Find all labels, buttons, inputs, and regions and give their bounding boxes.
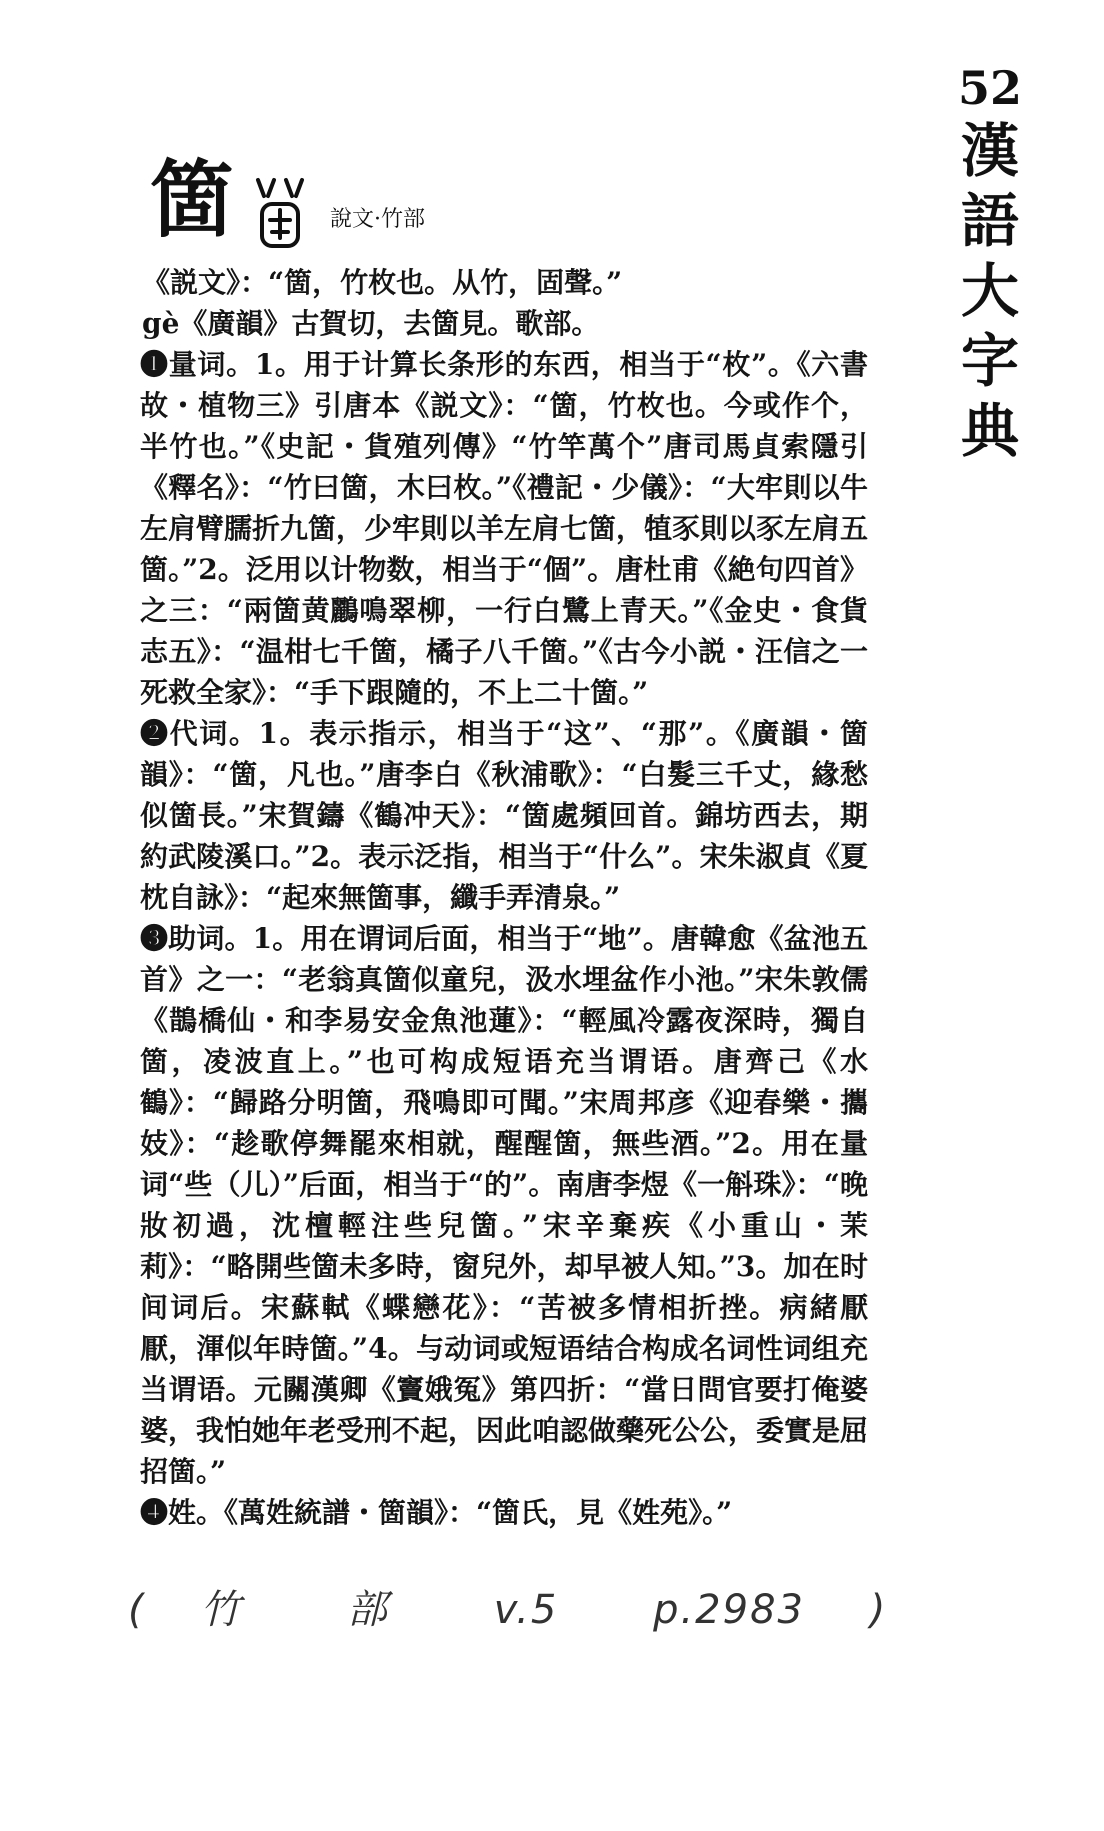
note-volume: v.5 — [493, 1587, 559, 1633]
note-bu: 部 — [347, 1587, 390, 1633]
sense-2: ❷代词。1。表示指示，相当于“这”、“那”。《廣韻・箇韻》：“箇，凡也。”唐李白《秋浦歌》：“白髮三千丈，緣愁似箇長。”宋賀鑄《鶴冲天》：“箇處頻回首。錦坊西去，期約武陵溪口。”2。表示泛指，相当于“什么”。宋朱淑貞《夏枕自詠》：“起來無箇事，纖手弄清泉。” — [140, 717, 868, 914]
sense-3: ❸助词。1。用在谓词后面，相当于“地”。唐韓愈《盆池五首》之一：“老翁真箇似童兒，汲水埋盆作小池。”宋朱敦儒《鵲橋仙・和李易安金魚池蓮》：“輕風冷露夜深時，獨自箇，凌波直上。”也可构成短语充当谓语。唐齊己《水鶴》：“歸路分明箇，飛鳴即可聞。”宋周邦彦《迎春樂・攜妓》：“趁歌停舞罷來相就，醒醒箇，無些酒。”2。用在量词“些（儿）”后面，相当于“的”。南唐李煜《一斛珠》：“晚妝初過，沈檀輕注些兒箇。”宋辛棄疾《小重山・茉莉》：“略開些箇未多時，窗兒外，却早被人知。”3。加在时间词后。宋蘇軾《蝶戀花》：“苦被多情相折挫。病緒厭厭，渾似年時箇。”4。与动词或短语结合构成名词性词组充当谓语。元關漢卿《竇娥冤》第四折：“當日問官要打俺婆婆，我怕她年老受刑不起，因此咱認做藥死公公，委實是屈招箇。” — [140, 922, 869, 1488]
entry-definition — [128, 262, 868, 1533]
title-char: 漢 — [960, 117, 1019, 185]
handwritten-reference — [128, 1578, 908, 1635]
sense-1: ❶量词。1。用于计算长条形的东西，相当于“枚”。《六書故・植物三》引唐本《説文》：“箇，竹枚也。今或作个，半竹也。”《史記・貨殖列傳》“竹竿萬个”唐司馬貞索隱引《釋名》：“竹曰箇，木曰枚。”《禮記・少儀》：“大牢則以牛左肩臂臑折九箇，少牢則以羊左肩七箇，犆豕則以豕左肩五箇。”2。泛用以计物数，相当于“個”。唐杜甫《絶句四首》之三：“兩箇黄鸝鳴翠柳，一行白鷺上青天。”《金史・食貨志五》：“温柑七千箇，橘子八千箇。”《古今小説・汪信之一死救全家》：“手下跟隨的，不上二十箇。” — [140, 348, 869, 709]
seal-source-label: 說文·竹部 — [330, 207, 425, 232]
title-char: 字 — [960, 327, 1019, 395]
title-char: 語 — [960, 187, 1019, 255]
sense-4: ❹姓。《萬姓統譜・箇韻》：“箇氏，見《姓苑》。” — [140, 1496, 733, 1529]
note-radical: 竹 — [200, 1587, 243, 1633]
note-paren-close: ) — [869, 1587, 888, 1633]
title-char: 典 — [960, 397, 1019, 465]
note-page: p.2983 — [653, 1587, 805, 1633]
volume-number: 52 — [957, 61, 1022, 115]
shuowen-citation: 《説文》：“箇，竹枚也。从竹，固聲。” — [142, 266, 623, 299]
pronunciation-line: gè《廣韻》古賀切，去箇見。歌部。 — [142, 307, 600, 340]
book-title-column — [950, 60, 1030, 466]
title-char: 大 — [960, 257, 1019, 325]
note-paren-open: ( — [128, 1587, 146, 1633]
seal-script-glyph-icon — [248, 174, 312, 250]
headword: 箇 — [150, 150, 235, 249]
